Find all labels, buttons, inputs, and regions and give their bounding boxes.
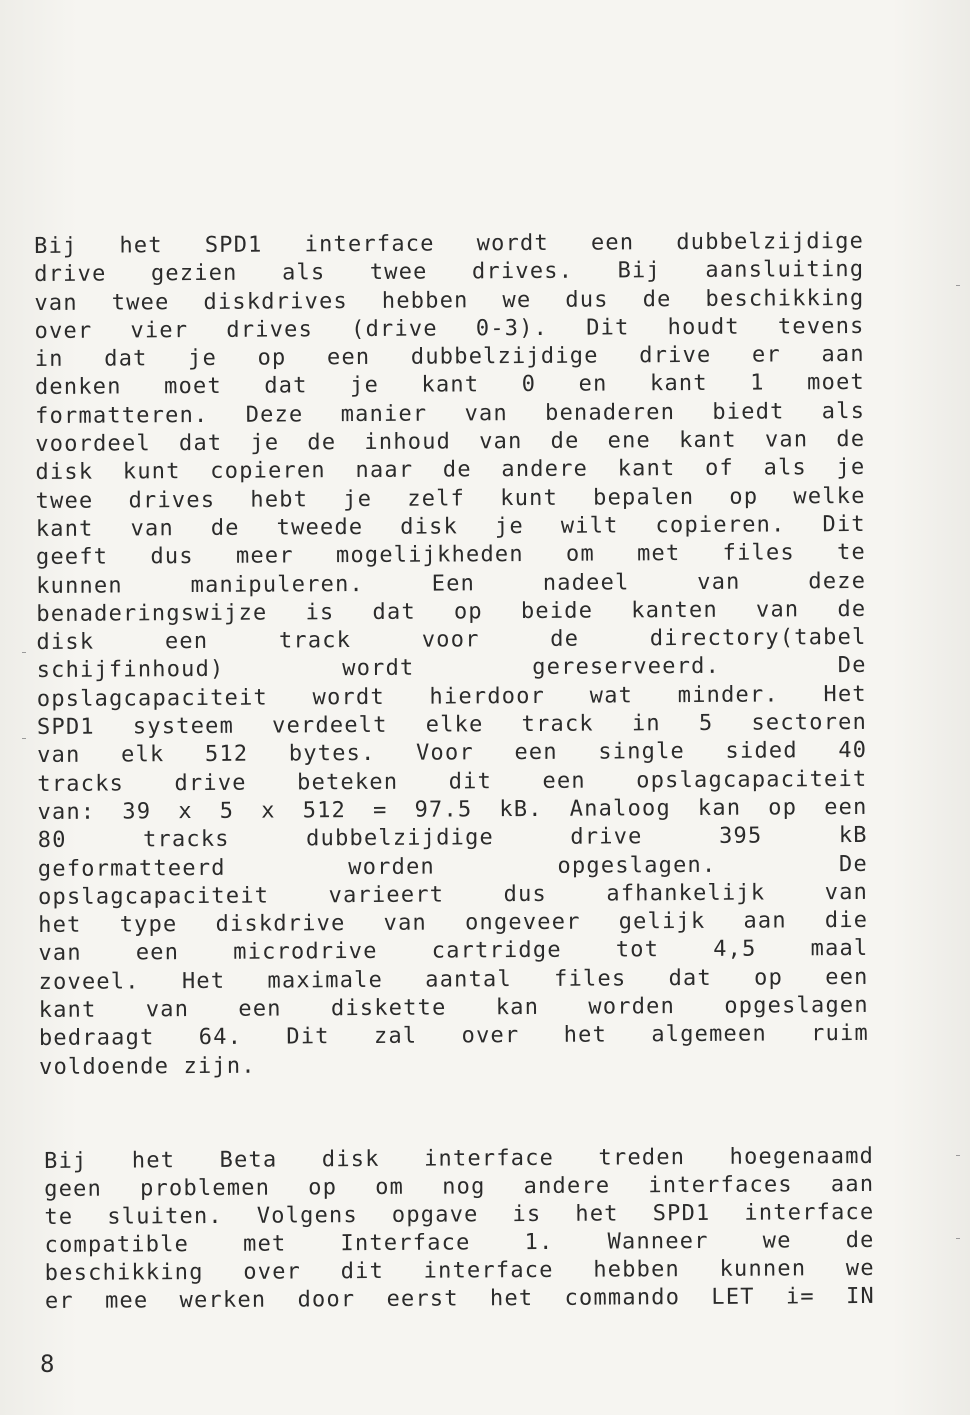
text-line: Bij het Beta disk interface treden hoegenaamd (44, 1143, 875, 1174)
text-line: drive gezien als twee drives. Bij aansluiting (34, 257, 865, 288)
margin-mark (956, 285, 960, 286)
text-line: formatteren. Deze manier van benaderen biedt als (35, 398, 866, 429)
text-line: voordeel dat je de inhoud van de ene kant van de (35, 427, 866, 458)
text-line: kant van een diskette kan worden opgeslagen (38, 992, 869, 1024)
text-line: kunnen manipuleren. Een nadeel van deze (36, 568, 867, 599)
text-line: over vier drives (drive 0-3). Dit houdt tevens (34, 313, 865, 344)
text-line: van elk 512 bytes. Voor een single sided 40 (37, 738, 868, 769)
text-line: Bij het SPD1 interface wordt een dubbelzijdige (34, 228, 865, 259)
text-line: bedraagt 64. Dit zal over het algemeen ruim (38, 1021, 869, 1052)
text-line: denken moet dat je kant 0 en kant 1 moet (34, 370, 866, 401)
text-line: van een microdrive cartridge tot 4,5 maal (38, 936, 869, 967)
text-line: opslagcapaciteit wordt hierdoor wat minder. Het (36, 681, 867, 712)
text-line: schijfinhoud) wordt gereserveerd. De (36, 653, 867, 684)
text-line: beschikking over dit interface hebben kunnen we (44, 1255, 875, 1286)
page-number: 8 (40, 1350, 55, 1378)
margin-mark (22, 652, 26, 653)
text-line: geen problemen op om nog andere interfaces aan (44, 1171, 875, 1202)
text-line: van twee diskdrives hebben we dus de beschikking (34, 285, 865, 316)
margin-mark (956, 1238, 960, 1239)
paragraph-spd1 (34, 228, 869, 1082)
text-line: disk een track voor de directory(tabel (36, 625, 867, 656)
text-line: disk kunt copieren naar de andere kant of als je (35, 455, 866, 486)
text-line: er mee werken door eerst het commando LET i= IN (44, 1283, 875, 1314)
text-line: SPD1 systeem verdeelt elke track in 5 sectoren (36, 709, 868, 741)
text-line: voldoende zijn. (39, 1053, 256, 1080)
text-line: 80 tracks dubbelzijdige drive 395 kB (37, 823, 868, 854)
text-line: twee drives hebt je zelf kunt bepalen op welke (35, 483, 866, 514)
text-line: van: 39 x 5 x 512 = 97.5 kB. Analoog kan op een (37, 794, 868, 825)
text-line: het type diskdrive van ongeveer gelijk aan die (38, 908, 869, 939)
text-line: opslagcapaciteit varieert dus afhankelijk van (37, 879, 869, 910)
text-line: zoveel. Het maximale aantal files dat op een (38, 964, 869, 995)
text-line: kant van de tweede disk je wilt copieren. Dit (35, 511, 866, 542)
margin-mark (22, 738, 26, 739)
text-line: geeft dus meer mogelijkheden om met files te (35, 540, 867, 571)
text-line: tracks drive beteken dit een opslagcapaciteit (37, 766, 868, 797)
text-line: geformatteerd worden opgeslagen. De (37, 851, 868, 882)
text-line: compatible met Interface 1. Wanneer we de (44, 1227, 875, 1258)
paragraph-beta-disk (44, 1143, 875, 1316)
margin-mark (956, 1155, 960, 1156)
text-line: benaderingswijze is dat op beide kanten van de (36, 596, 867, 627)
text-line: te sluiten. Volgens opgave is het SPD1 interface (44, 1199, 875, 1230)
text-line: in dat je op een dubbelzijdige drive er aan (34, 342, 865, 373)
